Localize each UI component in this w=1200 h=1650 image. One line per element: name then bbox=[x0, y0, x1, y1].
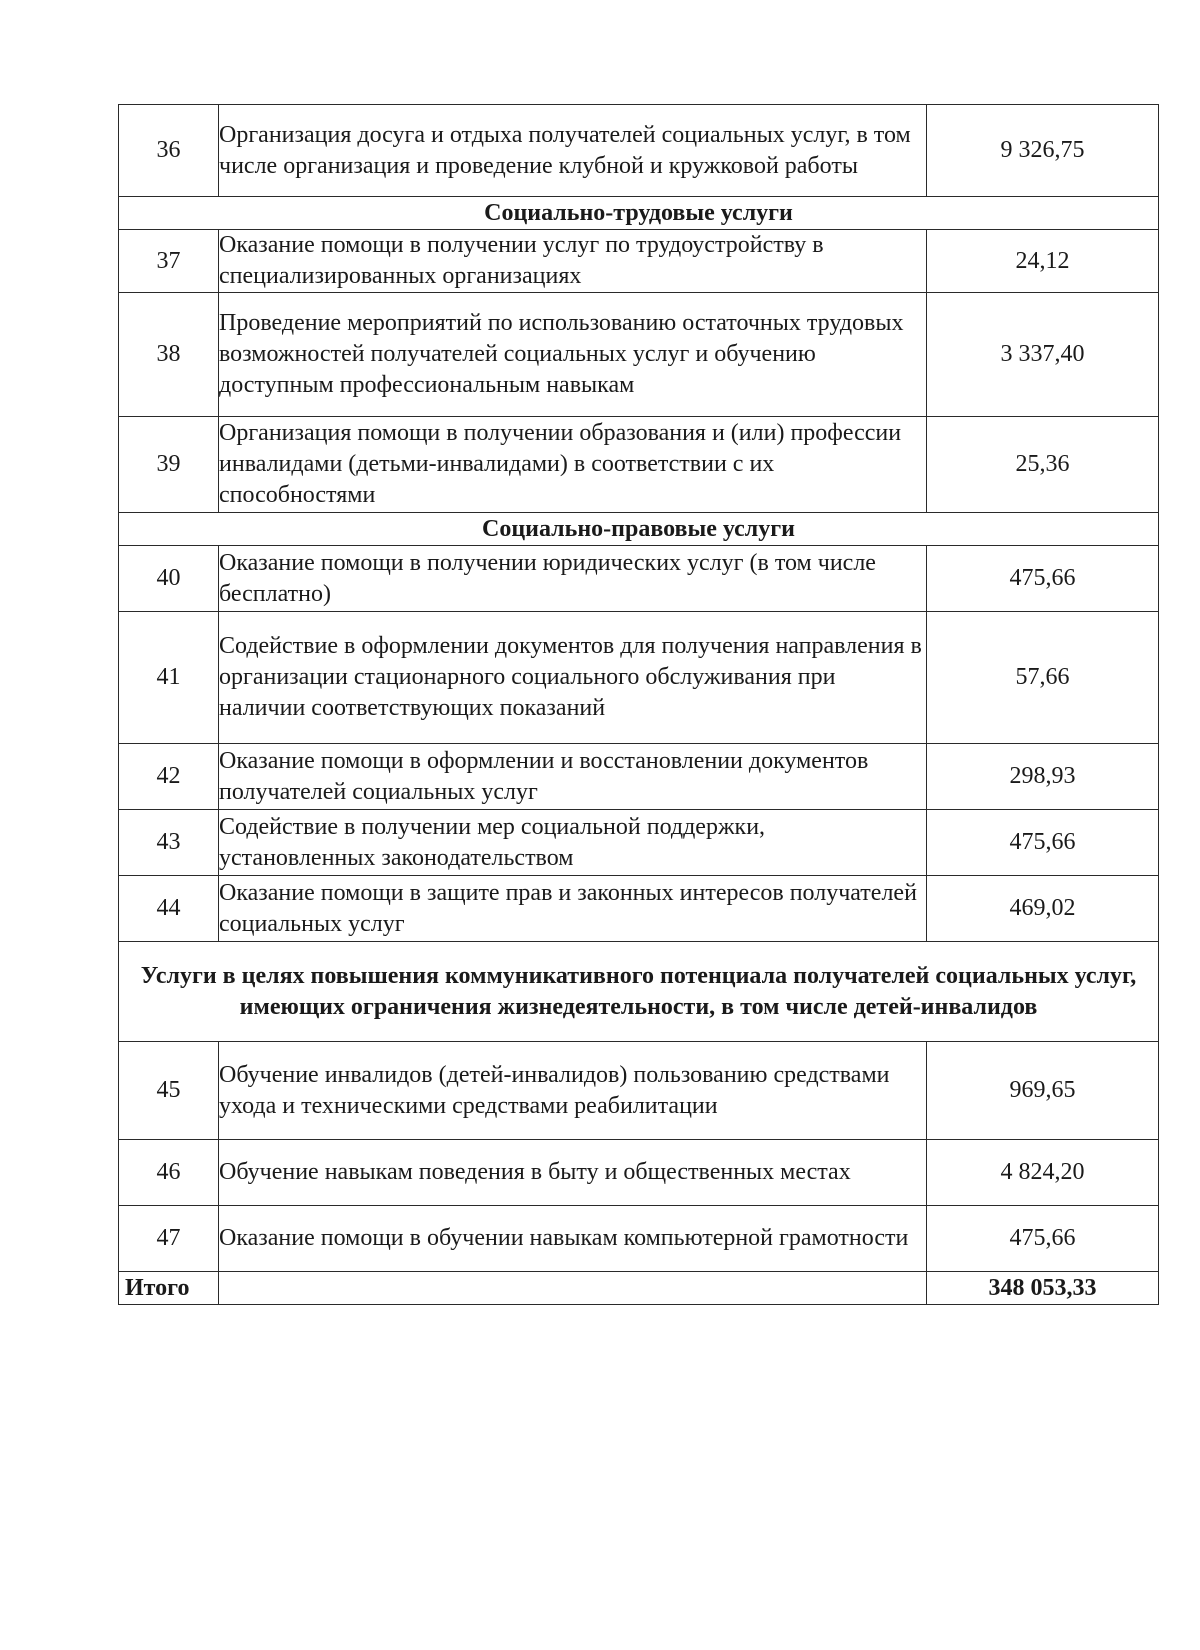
service-cost: 469,02 bbox=[927, 876, 1159, 942]
service-name: Содействие в получении мер социальной поддержки, установленных законодательством bbox=[219, 810, 927, 876]
table-row bbox=[119, 417, 1159, 513]
table-row bbox=[119, 293, 1159, 417]
service-name: Оказание помощи в обучении навыкам компьютерной грамотности bbox=[219, 1206, 927, 1272]
row-number: 46 bbox=[119, 1140, 219, 1206]
table-row bbox=[119, 1206, 1159, 1272]
total-row bbox=[119, 1272, 1159, 1305]
section-title: Социально-правовые услуги bbox=[119, 513, 1159, 546]
service-cost: 4 824,20 bbox=[927, 1140, 1159, 1206]
service-name: Организация досуга и отдыха получателей социальных услуг, в том числе организация и проведение клубной и кружковой работы bbox=[219, 105, 927, 197]
service-cost: 475,66 bbox=[927, 1206, 1159, 1272]
row-number: 45 bbox=[119, 1042, 219, 1140]
row-number: 43 bbox=[119, 810, 219, 876]
table-row bbox=[119, 1140, 1159, 1206]
service-name: Обучение навыкам поведения в быту и общественных местах bbox=[219, 1140, 927, 1206]
row-number: 42 bbox=[119, 744, 219, 810]
service-name: Содействие в оформлении документов для получения направления в организации стационарного социального обслуживания при наличии соответствующих показаний bbox=[219, 612, 927, 744]
table-row bbox=[119, 612, 1159, 744]
service-cost: 969,65 bbox=[927, 1042, 1159, 1140]
section-row bbox=[119, 513, 1159, 546]
service-cost: 25,36 bbox=[927, 417, 1159, 513]
table-row bbox=[119, 105, 1159, 197]
table-row bbox=[119, 876, 1159, 942]
table-row bbox=[119, 230, 1159, 293]
row-number: 44 bbox=[119, 876, 219, 942]
row-number: 41 bbox=[119, 612, 219, 744]
document-page bbox=[118, 104, 1158, 1305]
service-cost: 24,12 bbox=[927, 230, 1159, 293]
row-number: 38 bbox=[119, 293, 219, 417]
section-row bbox=[119, 942, 1159, 1042]
row-number: 47 bbox=[119, 1206, 219, 1272]
table-row bbox=[119, 1042, 1159, 1140]
total-value: 348 053,33 bbox=[927, 1272, 1159, 1305]
service-cost: 475,66 bbox=[927, 810, 1159, 876]
service-cost: 475,66 bbox=[927, 546, 1159, 612]
table-row bbox=[119, 546, 1159, 612]
service-name: Оказание помощи в получении услуг по трудоустройству в специализированных организациях bbox=[219, 230, 927, 293]
table-row bbox=[119, 744, 1159, 810]
row-number: 39 bbox=[119, 417, 219, 513]
table-row bbox=[119, 810, 1159, 876]
service-cost: 9 326,75 bbox=[927, 105, 1159, 197]
row-number: 36 bbox=[119, 105, 219, 197]
service-name: Оказание помощи в получении юридических услуг (в том числе бесплатно) bbox=[219, 546, 927, 612]
services-table bbox=[118, 104, 1159, 1305]
service-name: Проведение мероприятий по использованию остаточных трудовых возможностей получателей социальных услуг и обучению доступным профессиональным навыкам bbox=[219, 293, 927, 417]
total-empty-cell bbox=[219, 1272, 927, 1305]
service-cost: 298,93 bbox=[927, 744, 1159, 810]
total-label: Итого bbox=[119, 1272, 219, 1305]
service-name: Оказание помощи в защите прав и законных интересов получателей социальных услуг bbox=[219, 876, 927, 942]
row-number: 37 bbox=[119, 230, 219, 293]
service-name: Оказание помощи в оформлении и восстановлении документов получателей социальных услуг bbox=[219, 744, 927, 810]
service-cost: 57,66 bbox=[927, 612, 1159, 744]
service-name: Обучение инвалидов (детей-инвалидов) пользованию средствами ухода и техническими средствами реабилитации bbox=[219, 1042, 927, 1140]
service-name: Организация помощи в получении образования и (или) профессии инвалидами (детьми-инвалидами) в соответствии с их способностями bbox=[219, 417, 927, 513]
service-cost: 3 337,40 bbox=[927, 293, 1159, 417]
row-number: 40 bbox=[119, 546, 219, 612]
section-title: Услуги в целях повышения коммуникативного потенциала получателей социальных услуг, имеющих ограничения жизнедеятельности, в том числе детей-инвалидов bbox=[119, 942, 1159, 1042]
section-row bbox=[119, 197, 1159, 230]
section-title: Социально-трудовые услуги bbox=[119, 197, 1159, 230]
